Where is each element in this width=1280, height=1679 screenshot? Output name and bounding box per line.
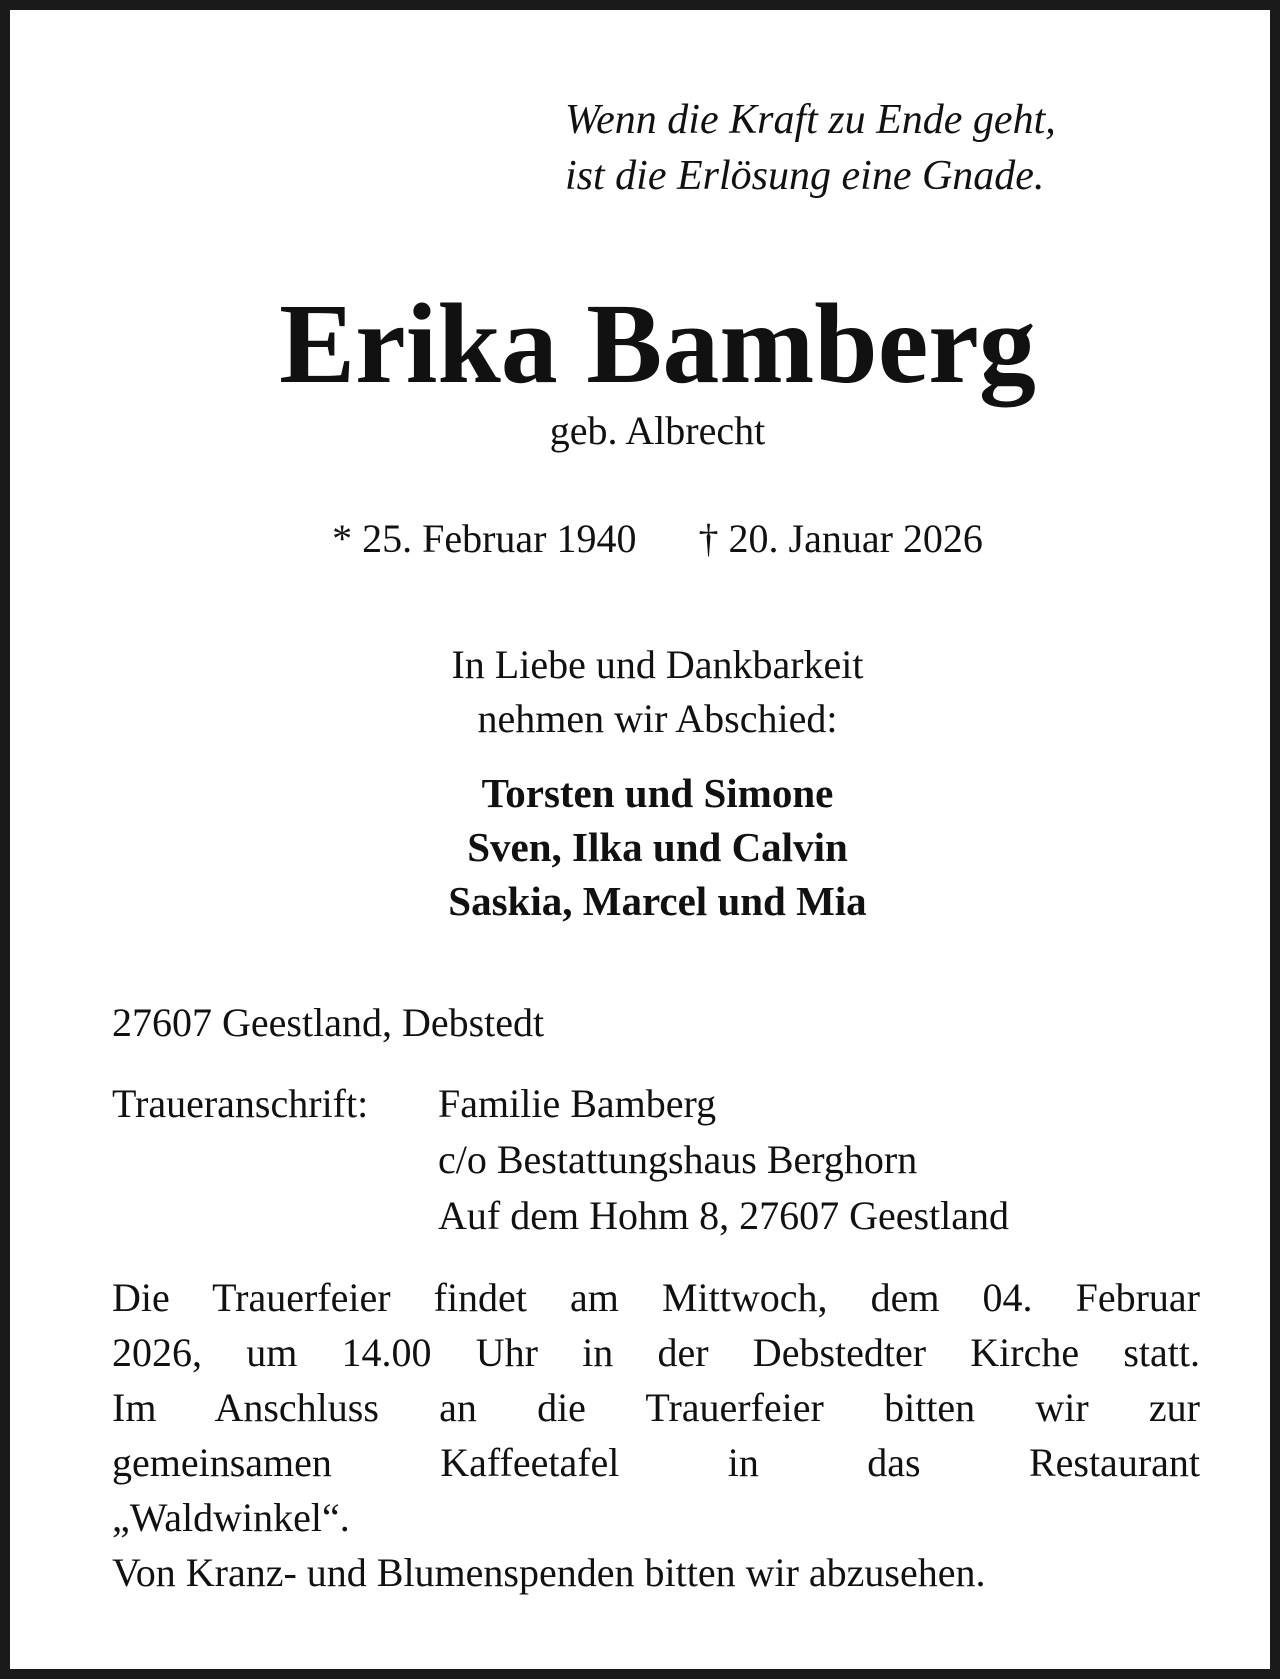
address-line: Familie Bamberg — [438, 1081, 717, 1126]
farewell-text — [10, 638, 1280, 746]
farewell-line: nehmen wir Abschied: — [477, 696, 838, 741]
location-text: 27607 Geestland, Debstedt — [112, 1000, 545, 1045]
mourner-entry: Sven, Ilka und Calvin — [467, 824, 848, 870]
motto-line: Wenn die Kraft zu Ende geht, — [565, 97, 1056, 143]
ceremony-line: 2026, um 14.00 Uhr in der Debstedter Kirche statt. — [112, 1330, 1200, 1375]
address-line: c/o Bestattungshaus Berghorn — [438, 1137, 918, 1182]
maiden-name: geb. Albrecht — [549, 408, 766, 453]
life-dates — [10, 513, 1280, 565]
mourning-address — [112, 1076, 1009, 1244]
address-line: Auf dem Hohm 8, 27607 Geestland — [438, 1193, 1010, 1238]
mourners-list — [10, 766, 1280, 928]
deceased-name: Erika Bamberg — [279, 280, 1036, 407]
farewell-line: In Liebe und Dankbarkeit — [451, 642, 864, 687]
mourner-entry: Torsten und Simone — [481, 770, 834, 816]
ceremony-line: Von Kranz- und Blumenspenden bitten wir abzusehen. — [112, 1550, 986, 1595]
motto-quote — [565, 92, 1205, 204]
death-date: † 20. Januar 2026 — [698, 516, 983, 561]
mourner-entry: Saskia, Marcel und Mia — [448, 878, 867, 924]
ceremony-line: Im Anschluss an die Trauerfeier bitten wir zur — [112, 1385, 1200, 1430]
ceremony-line: „Waldwinkel“. — [112, 1495, 350, 1540]
address-label: Traueranschrift: — [112, 1081, 369, 1126]
motto-line: ist die Erlösung eine Gnade. — [565, 153, 1045, 199]
ceremony-details — [112, 1270, 1200, 1600]
birth-date: * 25. Februar 1940 — [332, 516, 637, 561]
ceremony-line: Die Trauerfeier findet am Mittwoch, dem 04. Februar — [112, 1275, 1200, 1320]
ceremony-line: gemeinsamen Kaffeetafel in das Restaurant — [112, 1440, 1200, 1485]
